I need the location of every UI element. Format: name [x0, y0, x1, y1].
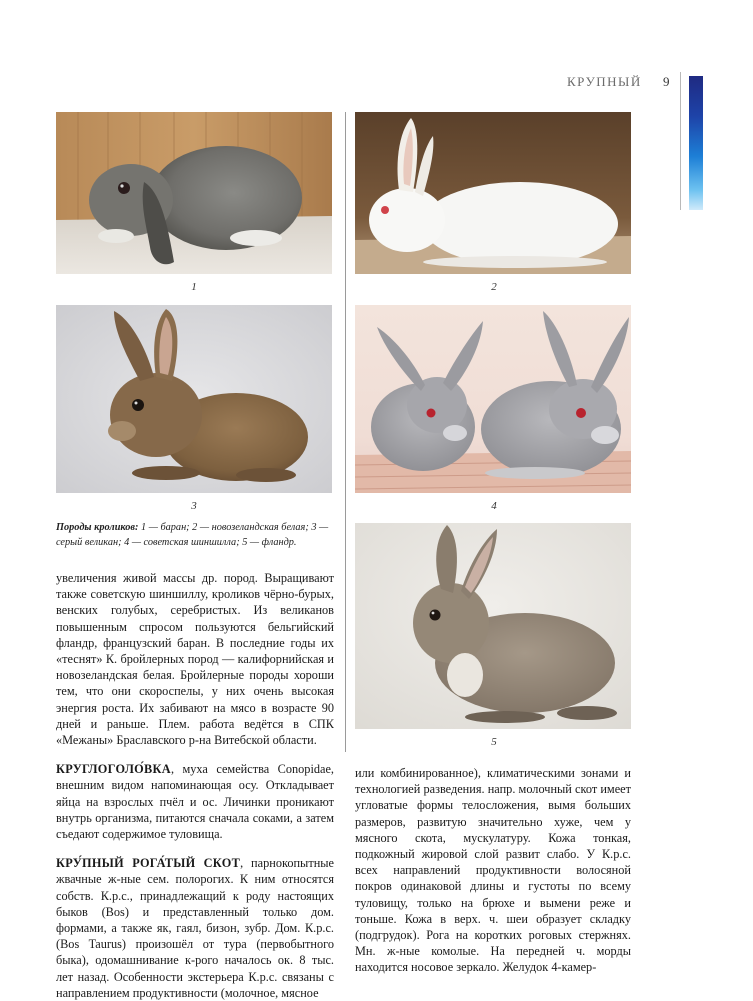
- photo-rabbit-3: [56, 305, 332, 493]
- caption-lead: Породы кроликов:: [56, 522, 139, 533]
- figure-number-4: 4: [491, 500, 497, 512]
- photo-rabbit-1: [56, 112, 332, 274]
- right-column-text: [355, 765, 631, 976]
- left-column-text: [56, 570, 334, 1001]
- photo-rabbit-5: [355, 523, 631, 729]
- figure-number-3: 3: [191, 500, 197, 512]
- entry-term: КРУ́ПНЫЙ РОГА́ТЫЙ СКОТ: [56, 856, 241, 871]
- header-rule: [680, 72, 681, 210]
- entry-text: , парнокопытные жвачные ж-ные сем. полорогих. К ним относятся собств. К.р.с., принадлежащий к роду настоящих быков (Bos) и представленный только дом. формами, а также як, гаял, бизон, зубр. Дом. К.р.с. (Bos Taurus) произошёл от тура (первобытного быка), одомашнивание к-рого началось ок. 8 тыс. лет назад. Особенности экстерьера К.р.с. связаны с направлением продуктивности (молочное, мясное: [56, 856, 334, 1000]
- entry-text: , муха семейства Conopidae, внешним видом напоминающая осу. Откладывает яйца на взрослых пчёл и ос. Личинки проникают внутрь организма, питаются сначала соками, а затем съедают содержимое туловища.: [56, 762, 334, 842]
- figure-caption: [56, 520, 336, 550]
- column-rule: [345, 112, 346, 752]
- entry-krs: [56, 855, 334, 1001]
- figure-number-2: 2: [491, 281, 497, 293]
- photo-rabbit-4: [355, 305, 631, 493]
- article-continuation: увеличения живой массы др. пород. Выращивают также советскую шиншиллу, кроликов чёрно-бурых, венских голубых, серебристых. Из великанов повышенным спросом пользуются бельгийский фландр, французский баран. В последние годы их «теснят» К. бройлерных пород — калифорнийская и новозеландская белая. Бройлерные породы хороши тем, что они скороспелы, у них очень высокая энергия роста. Их забивают на мясо в возрасте 90 дней и раньше. Плем. работа ведётся в СПК «Межаны» Браславского р-на Витебской области.: [56, 571, 334, 748]
- figure-number-5: 5: [491, 736, 497, 748]
- page-number: 9: [663, 74, 670, 89]
- entry-term: КРУГЛОГОЛО́ВКА: [56, 762, 171, 777]
- entry-krs-continuation: или комбинированное), климатическими зонами и технологией разведения. напр. молочный скот имеет угловатые формы телосложения, вымя больших размеров, развитую значительно хуже, чем у мясного скота, мускулатуру. Кожа тонкая, подкожный жировой слой развит слабо. У К.р.с. всех направлений продуктивности волосяной покров одинаковой длины и густоты по всему туловищу, только на брюхе и вымени реже и тоньше. Кожа в верх. ч. шеи образует складку (подгрудок). Рога на коротких роговых стержнях. Мн. ж-ные комолые. На передней ч. морды находится носовое зеркало. Желудок 4-камер-: [355, 766, 631, 975]
- entry-kruglogolovka: [56, 761, 334, 842]
- running-head: КРУПНЫЙ: [567, 74, 642, 89]
- caption-text: 1 — баран; 2 — новозеландская белая; 3 — серый великан; 4 — советская шиншилла; 5 — фландр.: [56, 522, 329, 548]
- section-color-bar: [689, 76, 703, 210]
- figure-number-1: 1: [191, 281, 197, 293]
- photo-rabbit-2: [355, 112, 631, 274]
